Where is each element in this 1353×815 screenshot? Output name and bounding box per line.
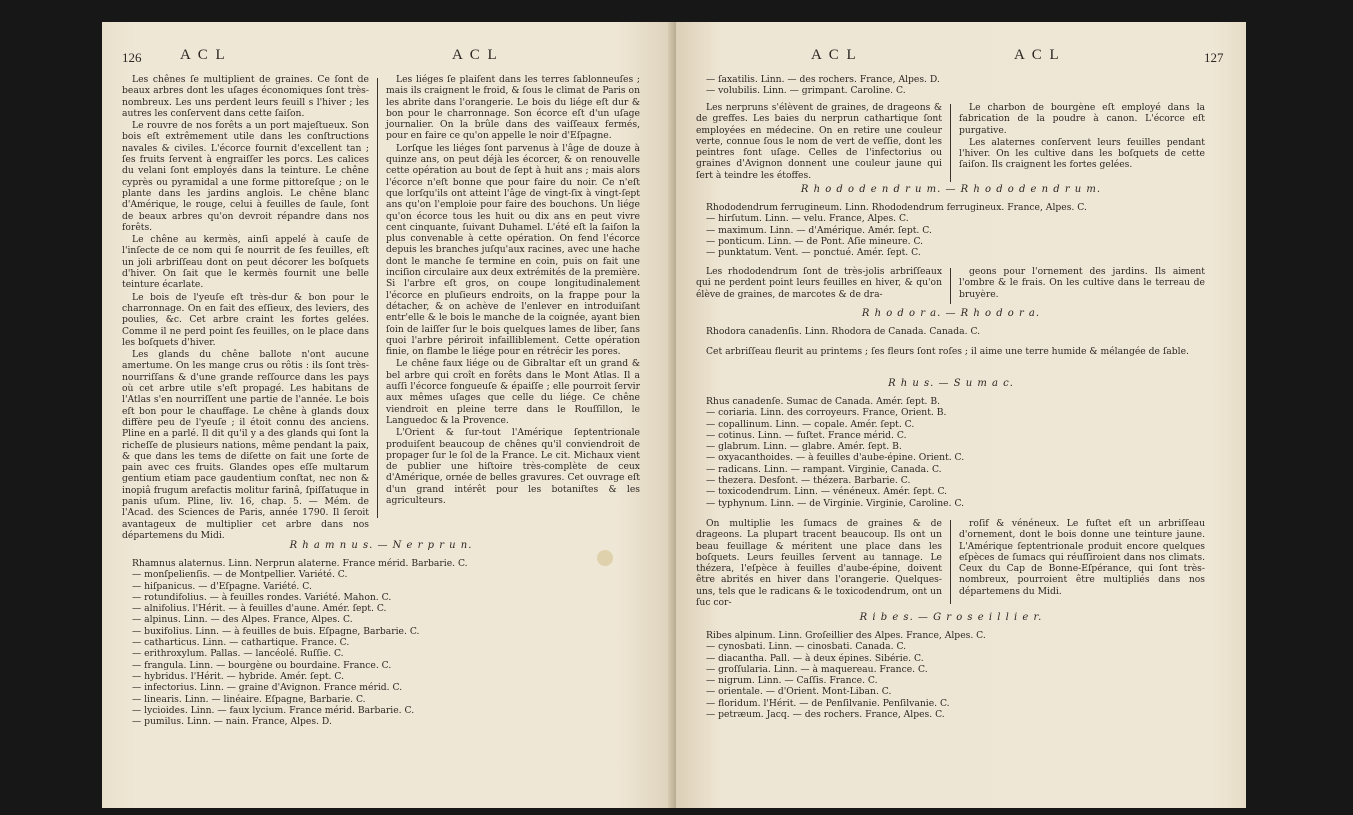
list-item: — alnifolius. l'Hérit. — à feuilles d'aune. Amér. ſept. C. <box>132 603 387 615</box>
list-item: — radicans. Linn. — rampant. Virginie, Canada. C. <box>706 463 942 475</box>
running-head-left-1: A C L <box>180 47 227 63</box>
nerprun-text-col-1 <box>696 102 942 182</box>
list-item: Ribes alpinum. Linn. Groſeillier des Alpes. France, Alpes. C. <box>706 630 986 641</box>
running-head-right-1: A C L <box>811 47 858 63</box>
paragraph: Les alaternes conſervent leurs feuilles pendant l'hiver. On les cultive dans les boſquets de cette ſaiſon. Ils craignent les fortes gelées. <box>959 136 1205 171</box>
list-item: — floridum. l'Hérit. — de Penſilvanie. Penſilvanie. C. <box>706 697 950 709</box>
list-item: — pumilus. Linn. — nain. France, Alpes. D. <box>132 716 332 728</box>
section-heading-rhododendrum: R h o d o d e n d r u m. — R h o d o d e n d r u m. <box>800 184 1102 195</box>
page-number-right: 127 <box>1204 50 1224 65</box>
list-item: — ponticum. Linn. — de Pont. Aſie mineure. C. <box>706 235 924 247</box>
column-rule <box>950 104 951 182</box>
list-item: — maximum. Linn. — d'Amérique. Amér. ſept. C. <box>706 224 932 236</box>
list-item: — alpinus. Linn. — des Alpes. France, Alpes. C. <box>132 614 353 626</box>
paper-stain <box>597 550 613 566</box>
list-item: — hybridus. l'Hérit. — hybride. Amér. ſept. C. <box>132 670 345 682</box>
column-rule <box>950 268 951 304</box>
rhamnus-species-list <box>132 558 468 727</box>
rhus-text-col-1 <box>696 518 942 609</box>
rhododendrum-text-col-2 <box>959 266 1205 301</box>
rhodora-species-list <box>706 326 980 337</box>
list-item: — groſſularia. Linn. — à maquereau. France. C. <box>706 663 928 675</box>
rhododendrum-text-col-1 <box>696 266 942 301</box>
list-item: — typhynum. Linn. — de Virginie. Virginie, Caroline. C. <box>706 497 965 509</box>
paragraph: Les chênes ſe multiplient de graines. Ce ſont de beaux arbres dont les uſages économiques ſont très-nombreux. Les uns perdent leurs feuill s l'hiver ; les autres les conſervent dans cette ſaiſon. <box>122 74 369 119</box>
left-page <box>102 22 674 808</box>
rhododendrum-species-list <box>706 202 1087 258</box>
list-item: — lycioides. Linn. — faux lycium. France mérid. Barbarie. C. <box>132 704 415 716</box>
paragraph: Les glands du chêne ballote n'ont aucune amertume. On les mange crus ou rôtis : ils ſont très-nourriſſans & d'une grande reſſource dans les pays où cet arbre utile s'eſt propagé. Les habitans de l'Atlas s'en nourriſſent une partie de l'année. Le bois eſt bon pour le chauffage. Le chêne à glands doux diffère peu de l'yeuſe ; il étoit connu des anciens. Pline en a parlé. Il dit qu'il y a des glands qui ſont la richeſſe de plusieurs nations, même pendant la paix, & que dans les tems de diſette on fait une ſorte de pain avec ces fruits. Glandes opes eſſe multarum gentium etiam pace gaudentium conſtat, nec non & inopiâ frugum arefactis molitur farinâ, ſpiſſatuque in panis uſum. Pline, liv. 16, chap. 5. — Mém. de l'Acad. des Sciences de Paris, année 1790. Il ſeroit avantageux de multiplier cet arbre dans nos départemens du Midi. <box>122 349 369 541</box>
list-item: — copallinum. Linn. — copale. Amér. ſept. C. <box>706 418 915 430</box>
list-item: — cynosbati. Linn. — cinosbati. Canada. C. <box>706 641 907 653</box>
list-item: Rhododendrum ferrugineum. Linn. Rhododendrum ferrugineux. France, Alpes. C. <box>706 202 1087 213</box>
left-column-1 <box>122 74 369 542</box>
section-heading-rhus: R h u s. — S u m a c. <box>888 378 1014 389</box>
list-item: Rhus canadenſe. Sumac de Canada. Amér. ſept. B. <box>706 396 941 407</box>
list-item: — rotundifolius. — à feuilles rondes. Variété. Mahon. C. <box>132 591 392 603</box>
running-head-right-2: A C L <box>1014 47 1061 63</box>
list-item: — orientale. — d'Orient. Mont-Liban. C. <box>706 686 892 698</box>
paragraph: Le rouvre de nos forêts a un port majeſtueux. Son bois eſt extrêmement utile dans les conſtructions navales & civiles. L'écorce fournit d'excellent tan ; ſes fruits ſervent à engraiſſer les porcs. Les calices du velani ſont employés dans la teinture. Le chêne cyprès ou pyramidal a une forme pittoreſque ; on le plante dans les jardins anglois. Le chêne blanc d'Amérique, le rouge, celui à feuilles de ſaule, ſont de beaux arbres qu'on devroit répandre dans nos forêts. <box>122 120 369 233</box>
paragraph: Les nerpruns s'élèvent de graines, de drageons & de greffes. Les baies du nerprun cathartique ſont employées en médecine. On en retire une couleur verte, connue ſous le nom de vert de veſſie, dont les peintres font uſage. Celles de l'infectorius ou graines d'Avignon donnent une couleur jaune qui ſert à teindre les étoffes. <box>696 102 942 181</box>
list-item: — coriaria. Linn. des corroyeurs. France, Orient. B. <box>706 407 947 419</box>
page-number-left: 126 <box>122 50 142 65</box>
right-page <box>676 22 1246 808</box>
list-item: — frangula. Linn. — bourgène ou bourdaine. France. C. <box>132 659 392 671</box>
paragraph: geons pour l'ornement des jardins. Ils aiment l'ombre & le frais. On les cultive dans le terreau de bruyère. <box>959 266 1205 300</box>
paragraph: Le chêne faux liége ou de Gibraltar eſt un grand & bel arbre qui croît en forêts dans le Mont Atlas. Il a auſſi l'écorce fongueuſe & épaiſſe ; elle pourroit ſervir aux mêmes uſages que celle du liége. Ce chêne viendroit en pleine terre dans le Rouſſillon, le Languedoc & la Provence. <box>386 358 640 426</box>
list-item: — catharticus. Linn. — cathartique. France. C. <box>132 637 350 649</box>
list-item: Rhamnus alaternus. Linn. Nerprun alaterne. France mérid. Barbarie. C. <box>132 558 468 569</box>
nerprun-text-col-2 <box>959 102 1205 172</box>
paragraph: Lorſque les liéges ſont parvenus à l'âge de douze à quinze ans, on peut déjà les écorcer, & on renouvelle cette opération au bout de ſept à huit ans ; mais alors l'écorce n'eſt bonne que pour faire du noir. Ce n'eſt que lorſqu'ils ont atteint l'âge de vingt-ſix à vingt-ſept ans qu'on l'emploie pour faire des bouchons. Un liége qu'on écorce tous les huit ou dix ans en peut vivre cent cinquante, ſuivant Duhamel. L'été eſt la ſaiſon la plus convenable à cette opération. On fend l'écorce depuis les branches juſqu'aux racines, avec une hache dont le manche ſe termine en coin, puis on fait une inciſion circulaire aux deux extrémités de la première. Si l'arbre eſt gros, on coupe longitudinalement l'écorce en pluſieurs endroits, on la frappe pour la détacher, & on achève de l'enlever en introduiſant entr'elle & le bois le manche de la coignée, ayant bien ſoin de laiſſer ſur le bois quelques lames de liber, ſans quoi l'arbre périroit infailliblement. Cette opération finie, on flambe le liége pour en rétrécir les pores. <box>386 142 640 358</box>
list-item: — glabrum. Linn. — glabre. Amér. ſept. B. <box>706 441 902 453</box>
list-item: — toxicodendrum. Linn. — vénéneux. Amér. ſept. C. <box>706 486 948 498</box>
list-item: — oxyacanthoides. — à feuilles d'aube-épine. Orient. C. <box>706 452 965 464</box>
list-item: — buxifolius. Linn. — à feuilles de buis. Eſpagne, Barbarie. C. <box>132 625 420 637</box>
list-item: — hiſpanicus. — d'Eſpagne. Variété. C. <box>132 580 312 592</box>
list-item: — ſaxatilis. Linn. — des rochers. France, Alpes. D. <box>706 74 940 85</box>
left-column-2 <box>386 74 640 507</box>
list-item: — infectorius. Linn. — graine d'Avignon. France mérid. C. <box>132 682 403 694</box>
rhodora-text <box>696 346 1206 358</box>
list-item: — erithroxylum. Pallas. — lancéolé. Ruſſie. C. <box>132 648 344 660</box>
section-heading-ribes: R i b e s. — G r o s e i l l i e r. <box>859 612 1043 623</box>
paragraph: Le charbon de bourgène eſt employé dans la fabrication de la poudre à canon. L'écorce eſt purgative. <box>959 102 1205 136</box>
list-item: — diacantha. Pall. — à deux épines. Sibérie. C. <box>706 652 924 664</box>
paragraph: Les liéges ſe plaiſent dans les terres ſablonneuſes ; mais ils craignent le froid, & ſous le climat de Paris on les abrite dans l'orangerie. Le bois du liége eſt dur & bon pour le charronnage. Son écorce eſt d'un uſage journalier. On la brûle dans des vaiſſeaux fermés, pour en faire ce qu'on appelle le noir d'Eſpagne. <box>386 74 640 142</box>
paragraph: On multiplie les ſumacs de graines & de drageons. La plupart tracent beaucoup. Ils ont un beau feuillage & méritent une place dans les boſquets. Leurs feuilles ſervent au tannage. Le thézera, l'eſpèce à feuilles d'aube-épine, doivent être abrités en hiver dans l'orangerie. Quelques-uns, tels que le radicans & le toxicodendrum, ont un ſuc cor- <box>696 518 942 609</box>
section-heading-rhodora: R h o d o r a. — R h o d o r a. <box>861 308 1041 319</box>
paragraph: roſif & vénéneux. Le fuſtet eſt un arbriſſeau d'ornement, dont le bois donne une teinture jaune. L'Amérique ſeptentrionale produit encore quelques eſpèces de ſumacs qui réuſſiroient dans nos climats. Ceux du Cap de Bonne-Eſpérance, qui ſont très-nombreux, pourroient être multipliés dans nos départemens du Midi. <box>959 518 1205 597</box>
running-head-left-2: A C L <box>452 47 499 63</box>
list-item: — nigrum. Linn. — Caſſis. France. C. <box>706 675 878 687</box>
list-item: — linearis. Linn. — linéaire. Eſpagne, Barbarie. C. <box>132 693 366 705</box>
list-item: — petræum. Jacq. — des rochers. France, Alpes. C. <box>706 709 945 721</box>
paragraph: Le bois de l'yeuſe eſt très-dur & bon pour le charronnage. On en fait des eſſieux, des leviers, des poulies, &c. Cet arbre craint les fortes gelées. Comme il ne perd point ſes feuilles, on le place dans les boſquets d'hiver. <box>122 291 369 348</box>
list-item: — punktatum. Vent. — ponctué. Amér. ſept. C. <box>706 247 921 259</box>
column-rule <box>377 78 378 518</box>
list-item: — volubilis. Linn. — grimpant. Caroline. C. <box>706 85 906 97</box>
section-heading-rhamnus: R h a m n u s. — N e r p r u n. <box>289 540 473 551</box>
list-item: — monſpelienſis. — de Montpellier. Variété. C. <box>132 569 348 581</box>
list-item: — cotinus. Linn. — fuſtet. France mérid. C. <box>706 429 907 441</box>
rhus-text-col-2 <box>959 518 1205 598</box>
paragraph: Cet arbriſſeau fleurit au printems ; ſes fleurs ſont roſes ; il aime une terre humide & mélangée de ſable. <box>706 346 1189 357</box>
list-item: — hirſutum. Linn. — velu. France, Alpes. C. <box>706 213 909 225</box>
list-item: — thezera. Desfont. — thézera. Barbarie. C. <box>706 475 911 487</box>
paragraph: L'Orient & ſur-tout l'Amérique ſeptentrionale produiſent beaucoup de chênes qu'il conviendroit de propager ſur le ſol de la France. Le cit. Michaux vient de publier une hiſtoire très-complète de ceux d'Amérique, ornée de belles gravures. Cet ouvrage eſt d'un grand intérêt pour les botaniſtes & les agriculteurs. <box>386 427 640 506</box>
list-item: Rhodora canadenſis. Linn. Rhodora de Canada. Canada. C. <box>706 326 981 337</box>
paragraph: Les rhododendrum ſont de très-jolis arbriſſeaux qui ne perdent point leurs feuilles en hiver, & qu'on élève de graines, de marcotes & de dra- <box>696 266 942 300</box>
rhus-species-list <box>706 396 964 509</box>
rhamnus-species-list-continued <box>706 74 940 97</box>
paragraph: Le chêne au kermès, ainſi appelé à cauſe de l'inſecte de ce nom qui ſe nourrit de ſes feuilles, eſt un joli arbriſſeau dont on peut décorer les boſquets d'hiver. On ſait que le kermès fournit une belle teinture écarlate. <box>122 234 369 291</box>
ribes-species-list <box>706 630 986 720</box>
column-rule <box>950 520 951 604</box>
